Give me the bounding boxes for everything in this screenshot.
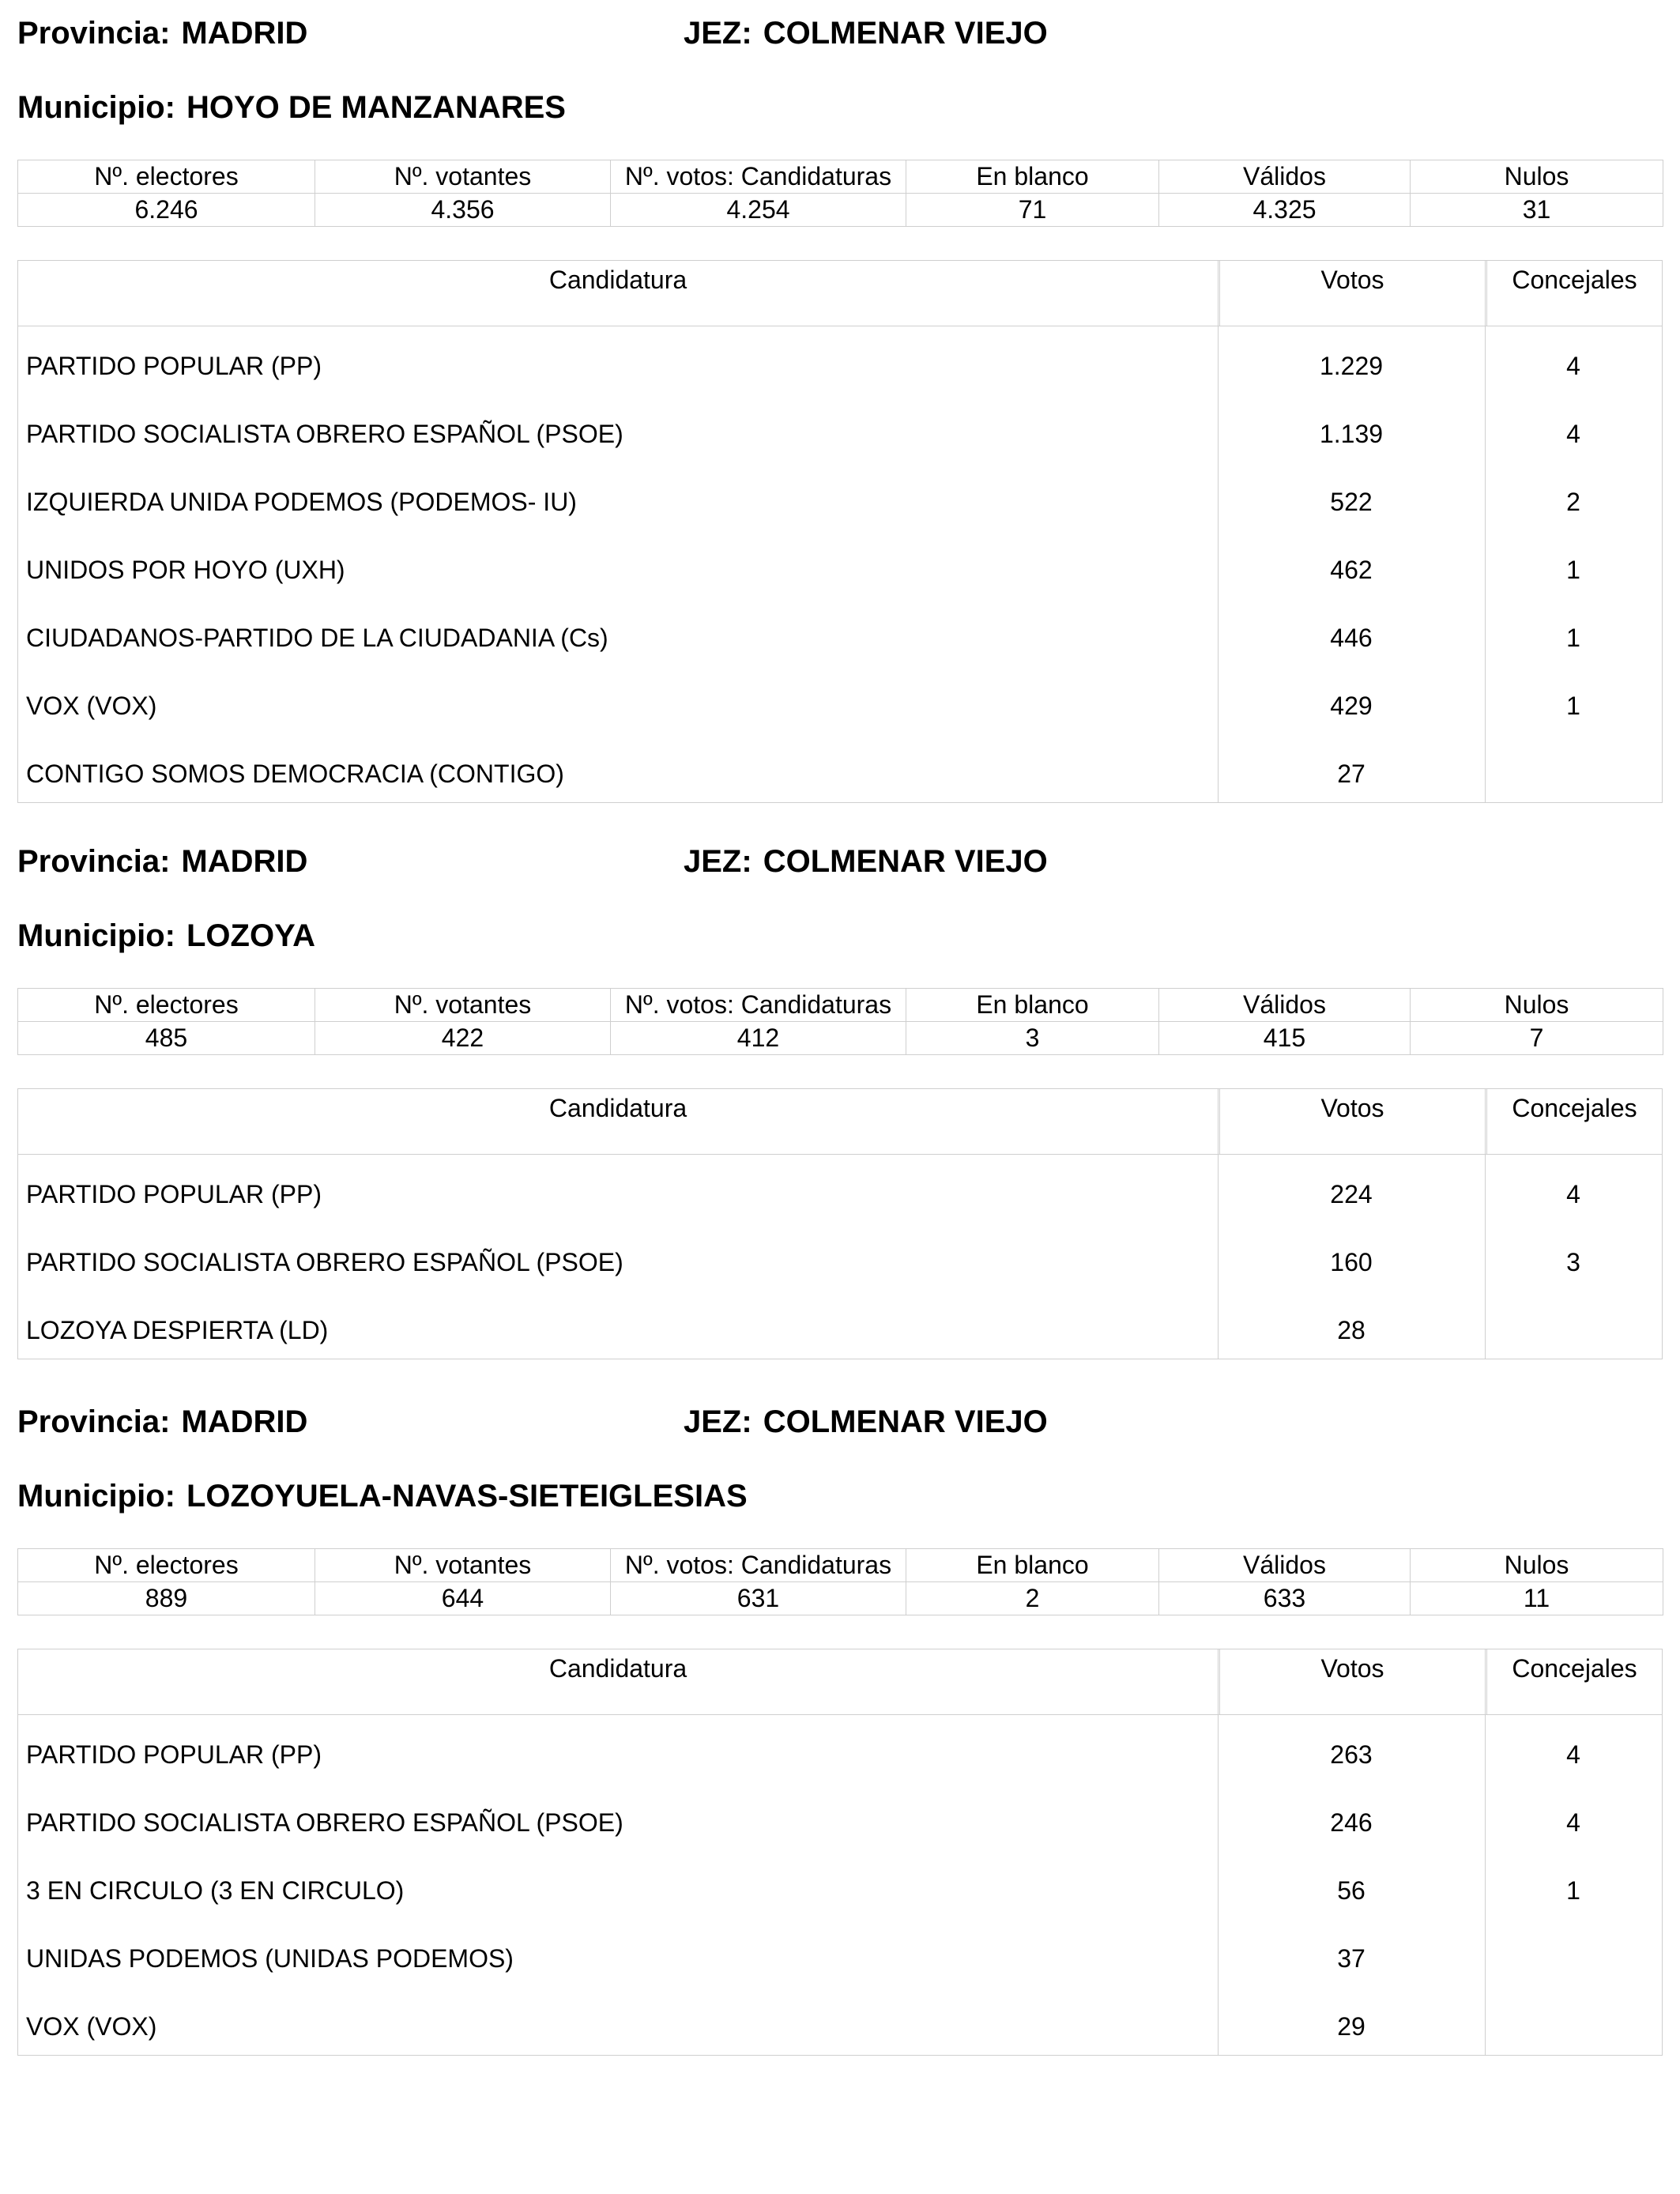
candidatura-name: VOX (VOX) (26, 692, 157, 720)
stats-value-cell: 415 (1159, 1022, 1411, 1055)
votos-value: 263 (1330, 1740, 1373, 1769)
stats-value-cell: 3 (906, 1022, 1159, 1055)
table-row (18, 598, 1662, 666)
table-row (18, 1715, 1662, 1783)
stats-value-row (18, 194, 1663, 227)
provincia-label: Provincia: (17, 1404, 171, 1439)
municipio-header (17, 917, 315, 955)
stats-value-row (18, 1022, 1663, 1055)
municipio-header (17, 1477, 748, 1515)
stats-header-row (18, 1549, 1663, 1582)
provincia-header (17, 14, 307, 52)
votos-value: 246 (1330, 1808, 1373, 1837)
stats-value-cell: 412 (611, 1022, 906, 1055)
stats-header-cell: Nulos (1411, 160, 1663, 194)
concejales-value: 1 (1566, 624, 1580, 652)
jez-header (684, 843, 1048, 880)
municipio-value: LOZOYUELA-NAVAS-SIETEIGLESIAS (186, 1479, 748, 1514)
candidatura-header: Candidatura (548, 266, 687, 294)
votos-value: 462 (1330, 556, 1373, 584)
candidatura-name: PARTIDO SOCIALISTA OBRERO ESPAÑOL (PSOE) (26, 420, 623, 448)
concejales-header: Concejales (1512, 266, 1637, 294)
stats-value-cell: 4.356 (315, 194, 611, 227)
results-body (18, 1155, 1662, 1359)
concejales-header: Concejales (1512, 1094, 1637, 1122)
stats-value-cell: 71 (906, 194, 1159, 227)
stats-header-cell: Nº. votos: Candidaturas (611, 160, 906, 194)
concejales-value: 3 (1566, 1248, 1580, 1276)
table-row (18, 462, 1662, 530)
concejales-value: 4 (1566, 352, 1580, 380)
table-row (18, 1919, 1662, 1987)
stats-header-cell: En blanco (906, 989, 1159, 1022)
results-body (18, 1715, 1662, 2055)
candidatura-name: PARTIDO SOCIALISTA OBRERO ESPAÑOL (PSOE) (26, 1248, 623, 1276)
candidatura-name: IZQUIERDA UNIDA PODEMOS (PODEMOS- IU) (26, 488, 577, 516)
candidatura-name: PARTIDO POPULAR (PP) (26, 1180, 322, 1208)
municipio-label: Municipio: (17, 90, 175, 125)
stats-value-cell: 889 (18, 1582, 315, 1615)
jez-label: JEZ: (684, 844, 752, 879)
stats-value-cell: 6.246 (18, 194, 315, 227)
stats-header-cell: Nº. votos: Candidaturas (611, 989, 906, 1022)
votos-value: 446 (1330, 624, 1373, 652)
jez-value: COLMENAR VIEJO (763, 16, 1048, 51)
votos-header: Votos (1320, 266, 1384, 294)
stats-header-cell: Válidos (1159, 160, 1411, 194)
votos-value: 28 (1337, 1316, 1365, 1344)
votos-value: 1.229 (1319, 352, 1384, 380)
stats-header-row (18, 160, 1663, 194)
concejales-value: 1 (1566, 692, 1580, 720)
stats-header-cell: Nº. electores (18, 160, 315, 194)
results-header-row (18, 1649, 1662, 1715)
concejales-value: 2 (1566, 488, 1580, 516)
results-table (17, 1088, 1663, 1359)
candidatura-name: LOZOYA DESPIERTA (LD) (26, 1316, 329, 1344)
results-table (17, 1649, 1663, 2056)
candidatura-header: Candidatura (548, 1094, 687, 1122)
stats-header-cell: Nulos (1411, 989, 1663, 1022)
provincia-value: MADRID (181, 16, 308, 51)
provincia-label: Provincia: (17, 16, 171, 51)
stats-header-cell: En blanco (906, 1549, 1159, 1582)
table-row (18, 1223, 1662, 1291)
votos-header: Votos (1320, 1094, 1384, 1122)
concejales-value: 4 (1566, 1180, 1580, 1208)
candidatura-name: PARTIDO POPULAR (PP) (26, 352, 322, 380)
votos-value: 160 (1330, 1248, 1373, 1276)
municipio-label: Municipio: (17, 1479, 175, 1514)
municipio-label: Municipio: (17, 918, 175, 953)
jez-header (684, 1403, 1048, 1441)
stats-header-cell: Nº. votantes (315, 1549, 611, 1582)
table-row (18, 1155, 1662, 1223)
concejales-value: 1 (1566, 1876, 1580, 1905)
stats-header-cell: Nº. votos: Candidaturas (611, 1549, 906, 1582)
stats-value-cell: 2 (906, 1582, 1159, 1615)
stats-header-cell: Nº. electores (18, 989, 315, 1022)
stats-value-cell: 485 (18, 1022, 315, 1055)
table-row (18, 326, 1662, 394)
table-row (18, 734, 1662, 802)
votos-value: 1.139 (1319, 420, 1384, 448)
municipio-value: LOZOYA (186, 918, 315, 953)
candidatura-header: Candidatura (548, 1654, 687, 1683)
votos-value: 29 (1337, 2012, 1365, 2041)
provincia-value: MADRID (181, 844, 308, 879)
municipio-header (17, 89, 566, 126)
votos-value: 27 (1337, 760, 1365, 788)
votos-value: 37 (1337, 1944, 1365, 1973)
candidatura-name: CONTIGO SOMOS DEMOCRACIA (CONTIGO) (26, 760, 564, 788)
candidatura-name: UNIDOS POR HOYO (UXH) (26, 556, 345, 584)
provincia-header (17, 1403, 307, 1441)
stats-value-cell: 4.325 (1159, 194, 1411, 227)
votos-value: 56 (1337, 1876, 1365, 1905)
concejales-value: 4 (1566, 1808, 1580, 1837)
stats-value-row (18, 1582, 1663, 1615)
results-header-row (18, 261, 1662, 326)
stats-value-cell: 4.254 (611, 194, 906, 227)
concejales-value: 4 (1566, 420, 1580, 448)
stats-header-cell: Válidos (1159, 1549, 1411, 1582)
stats-value-cell: 7 (1411, 1022, 1663, 1055)
stats-header-cell: Válidos (1159, 989, 1411, 1022)
provincia-label: Provincia: (17, 844, 171, 879)
votos-value: 429 (1330, 692, 1373, 720)
candidatura-name: PARTIDO POPULAR (PP) (26, 1740, 322, 1769)
table-row (18, 1987, 1662, 2055)
candidatura-name: UNIDAS PODEMOS (UNIDAS PODEMOS) (26, 1944, 514, 1973)
stats-table (17, 988, 1663, 1055)
votos-header: Votos (1320, 1654, 1384, 1683)
stats-header-cell: Nº. votantes (315, 160, 611, 194)
table-row (18, 666, 1662, 734)
stats-value-cell: 644 (315, 1582, 611, 1615)
concejales-header: Concejales (1512, 1654, 1637, 1683)
stats-table (17, 1548, 1663, 1615)
candidatura-name: CIUDADANOS-PARTIDO DE LA CIUDADANIA (Cs) (26, 624, 608, 652)
votos-value: 224 (1330, 1180, 1373, 1208)
jez-header (684, 14, 1048, 52)
jez-value: COLMENAR VIEJO (763, 1404, 1048, 1439)
results-table (17, 260, 1663, 803)
provincia-header (17, 843, 307, 880)
stats-value-cell: 31 (1411, 194, 1663, 227)
table-row (18, 1291, 1662, 1359)
stats-value-cell: 422 (315, 1022, 611, 1055)
stats-header-cell: Nº. votantes (315, 989, 611, 1022)
jez-value: COLMENAR VIEJO (763, 844, 1048, 879)
municipio-value: HOYO DE MANZANARES (186, 90, 566, 125)
table-row (18, 394, 1662, 462)
table-row (18, 530, 1662, 598)
stats-table (17, 160, 1663, 227)
results-body (18, 326, 1662, 802)
stats-value-cell: 11 (1411, 1582, 1663, 1615)
stats-header-cell: Nulos (1411, 1549, 1663, 1582)
table-row (18, 1783, 1662, 1851)
concejales-value: 4 (1566, 1740, 1580, 1769)
jez-label: JEZ: (684, 1404, 752, 1439)
candidatura-name: 3 EN CIRCULO (3 EN CIRCULO) (26, 1876, 405, 1905)
results-header-row (18, 1089, 1662, 1155)
provincia-value: MADRID (181, 1404, 308, 1439)
stats-value-cell: 631 (611, 1582, 906, 1615)
candidatura-name: VOX (VOX) (26, 2012, 157, 2041)
concejales-value: 1 (1566, 556, 1580, 584)
candidatura-name: PARTIDO SOCIALISTA OBRERO ESPAÑOL (PSOE) (26, 1808, 623, 1837)
stats-value-cell: 633 (1159, 1582, 1411, 1615)
jez-label: JEZ: (684, 16, 752, 51)
stats-header-row (18, 989, 1663, 1022)
table-row (18, 1851, 1662, 1919)
votos-value: 522 (1330, 488, 1373, 516)
stats-header-cell: En blanco (906, 160, 1159, 194)
stats-header-cell: Nº. electores (18, 1549, 315, 1582)
